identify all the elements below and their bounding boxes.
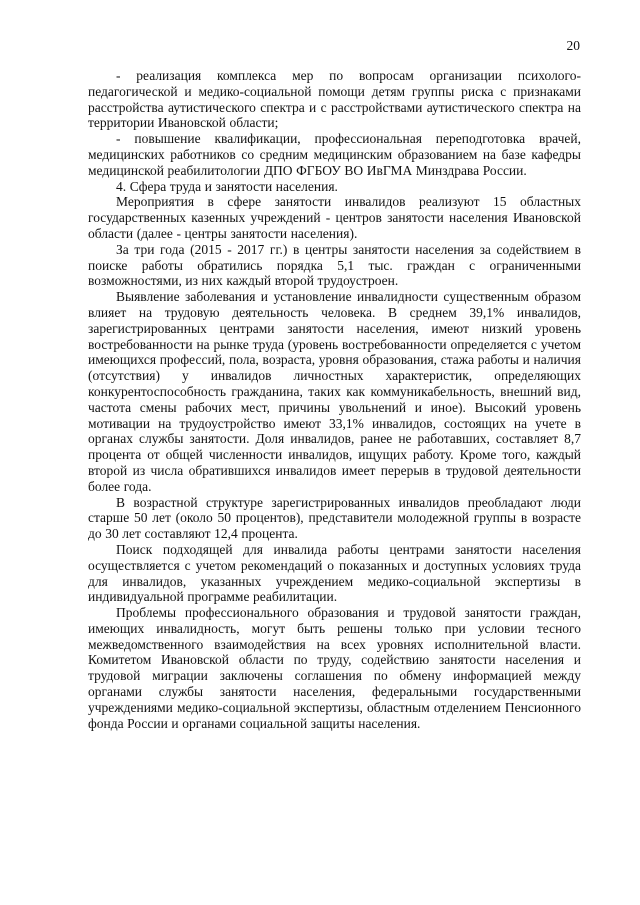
paragraph-qualification: - повышение квалификации, профессиональная переподготовка врачей, медицинских работников со средним медицинским образованием на базе кафедры медицинской реабилитологии ДПО ФГБОУ ВО ИвГМА Минздрава России.	[88, 131, 581, 178]
page-number: 20	[566, 38, 580, 53]
paragraph-three-years: За три года (2015 - 2017 гг.) в центры занятости населения за содействием в поиске работы обратились порядка 5,1 тыс. граждан с ограниченными возможностями, из них каждый второй трудоустроен.	[88, 241, 581, 289]
paragraph-employment-centers: Мероприятия в сфере занятости инвалидов реализуют 15 областных государственных казенных учреждений - центров занятости населения Ивановской области (далее - центры занятости населения).	[88, 194, 581, 241]
document-body	[88, 68, 581, 731]
paragraph-psychological-help: - реализация комплекса мер по вопросам организации психолого-педагогической и медико-социальной помощи детям группы риска с признаками расстройства аутистического спектра и с расстройствами аутистического спектра на территории Ивановской области;	[88, 68, 581, 131]
paragraph-interagency: Проблемы профессионального образования и трудовой занятости граждан, имеющих инвалидность, могут быть решены только при условии тесного межведомственного взаимодействия на всех уровнях исполнительной власти. Комитетом Ивановской области по труду, содействию занятости населения и трудовой миграции заключены соглашения по обмену информацией между органами службы занятости населения, федеральными государственными учреждениями медико-социальной экспертизы, областным отделением Пенсионного фонда России и органами социальной защиты населения.	[88, 605, 581, 731]
paragraph-job-search: Поиск подходящей для инвалида работы центрами занятости населения осуществляется с учетом рекомендаций о показанных и доступных условиях труда для инвалидов, указанных учреждением медико-социальной экспертизы в индивидуальной программе реабилитации.	[88, 541, 581, 605]
section-heading-labor: 4. Сфера труда и занятости населения.	[116, 178, 338, 194]
paragraph-disability-impact: Выявление заболевания и установление инвалидности существенным образом влияет на трудовую деятельность человека. В среднем 39,1% инвалидов, зарегистрированных центрами занятости населения, имеют низкий уровень востребованности на рынке труда (уровень востребованности определяется с учетом имеющихся профессий, пола, возраста, уровня образования, стажа работы и наличия (отсутствия) у инвалидов личностных характеристик, определяющих конкурентоспособность гражданина, таких как коммуникабельность, внешний вид, частота смены рабочих мест, причины увольнений и иное). Высокий уровень мотивации на трудоустройство имеют 33,1% инвалидов, состоящих на учете в органах службы занятости. Доля инвалидов, ранее не работавших, составляет 8,7 процента от общей численности инвалидов, ищущих работу. Кроме того, каждый второй из числа обратившихся инвалидов имеет перерыв в трудовой деятельности более года.	[88, 289, 581, 494]
paragraph-age-structure: В возрастной структуре зарегистрированных инвалидов преобладают люди старше 50 лет (около 50 процентов), представители молодежной группы в возрасте до 30 лет составляют 12,4 процента.	[88, 494, 581, 542]
